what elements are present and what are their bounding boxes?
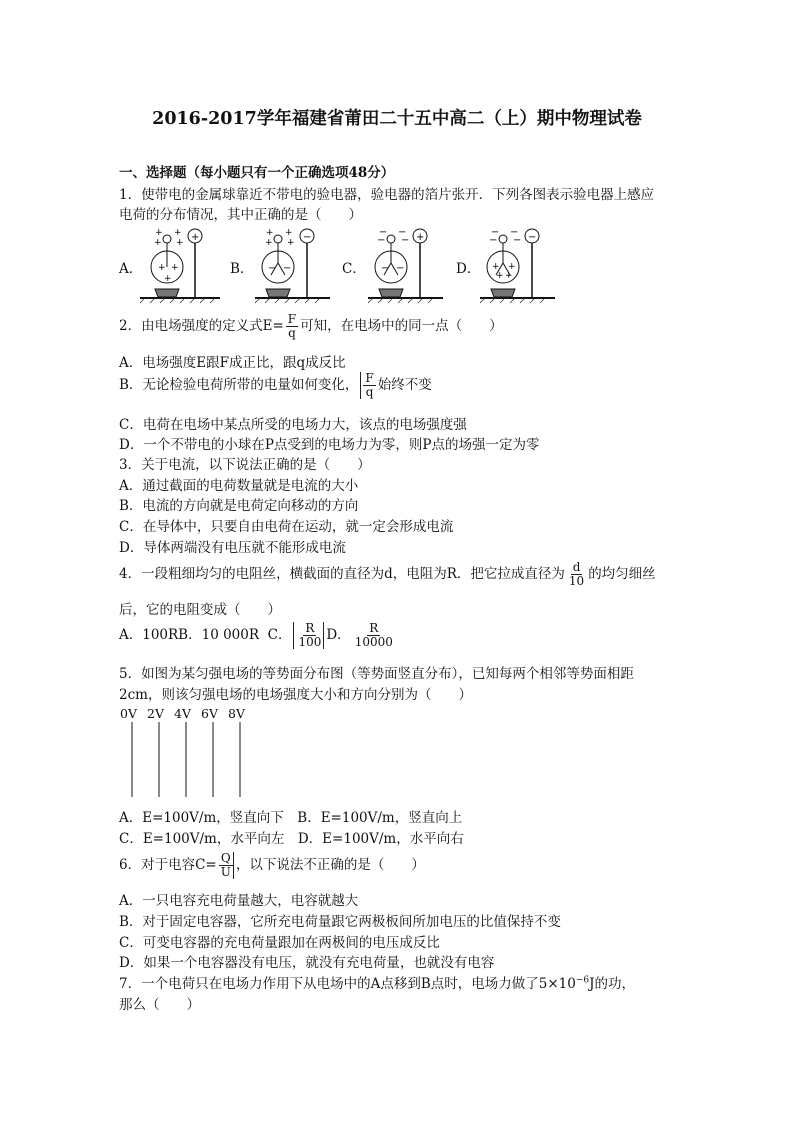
q2-option-a: A．电场强度E跟F成正比，跟q成反比 xyxy=(119,355,346,371)
svg-text:+: + xyxy=(508,262,516,272)
equipotential-lines-diagram xyxy=(120,722,260,802)
svg-text:+: + xyxy=(505,271,513,281)
svg-text:−: − xyxy=(528,232,537,243)
svg-text:+: + xyxy=(174,228,182,238)
q2-option-b-b: 始终不变 xyxy=(377,377,432,394)
q5-line2: 2cm，则该匀强电场的电场强度大小和方向分别为（ ） xyxy=(119,687,472,703)
q1-label-b: B． xyxy=(230,261,254,277)
q6-frac-den: U xyxy=(220,865,231,880)
q4-frac-num: d xyxy=(572,560,581,574)
q6-stem xyxy=(119,852,425,879)
q6-option-c: C．可变电容器的充电荷量跟加在两极间的电压成反比 xyxy=(119,935,440,951)
svg-text:−: − xyxy=(401,235,410,246)
svg-text:−: − xyxy=(377,235,386,246)
q4-stem xyxy=(119,561,656,588)
svg-text:+: + xyxy=(154,238,162,248)
q3-option-b: B．电流的方向就是电荷定向移动的方向 xyxy=(119,498,359,514)
q4-option-ab: A．100RB．10 000R xyxy=(119,627,260,644)
svg-text:+: + xyxy=(171,263,179,273)
svg-text:−: − xyxy=(283,263,292,274)
q4-option-d-num: R xyxy=(369,621,379,635)
svg-text:+: + xyxy=(155,228,163,238)
svg-text:+: + xyxy=(496,271,504,281)
svg-text:−: − xyxy=(513,235,522,246)
svg-text:−: − xyxy=(396,263,405,274)
q2-option-c: C．电荷在电场中某点所受的电场力大，该点的电场强度强 xyxy=(119,417,467,433)
svg-text:−: − xyxy=(268,263,277,274)
q7-exponent: −6 xyxy=(575,975,590,986)
potential-label-0: 0V xyxy=(120,706,137,721)
svg-text:+: + xyxy=(191,232,200,243)
svg-text:+: + xyxy=(265,238,273,248)
q3-option-a: A．通过截面的电荷数量就是电流的大小 xyxy=(119,478,359,494)
q6-option-a: A．一只电容充电荷量越大，电容就越大 xyxy=(119,893,359,909)
q2-fraction xyxy=(286,313,298,340)
section-heading: 一、选择题（每小题只有一个正确选项48分） xyxy=(119,165,395,181)
q4-option-c-label: C． xyxy=(267,627,292,644)
q4-options xyxy=(119,622,397,649)
svg-text:−: − xyxy=(303,232,312,243)
svg-text:+: + xyxy=(416,232,425,243)
svg-text:−: − xyxy=(489,235,498,246)
svg-text:+: + xyxy=(176,238,184,248)
q4-option-c-den: 100 xyxy=(298,635,322,650)
svg-text:−: − xyxy=(381,263,390,274)
q5-line1: 5．如图为某匀强电场的等势面分布图（等势面竖直分布），已知每两个相邻等势面相距 xyxy=(119,666,634,682)
electroscope-figure-d xyxy=(480,225,565,300)
q2-option-b-fraction xyxy=(360,372,375,399)
q2-option-b xyxy=(119,372,432,399)
q7-line2: 那么（ ） xyxy=(119,997,200,1013)
svg-text:+: + xyxy=(287,238,295,248)
q1-label-c: C． xyxy=(342,261,366,277)
q3-option-c: C．在导体中，只要自由电荷在运动，就一定会形成电流 xyxy=(119,519,454,535)
q3-stem: 3．关于电流，以下说法正确的是（ ） xyxy=(119,457,371,473)
q5-options-cd: C．E=100V/m，水平向左 D．E=100V/m，水平向右 xyxy=(119,831,464,847)
q1-line2: 电荷的分布情况，其中正确的是（ ） xyxy=(119,207,362,223)
svg-text:+: + xyxy=(492,262,500,272)
svg-text:−: − xyxy=(398,227,407,238)
q6-frac-num: Q xyxy=(220,851,231,865)
svg-text:+: + xyxy=(164,274,172,284)
q7-line1-b: J的功， xyxy=(589,976,636,992)
q6-fraction xyxy=(219,852,234,879)
q5-options-ab: A．E=100V/m，竖直向下 B．E=100V/m，竖直向上 xyxy=(119,810,463,826)
potential-label-2: 4V xyxy=(174,706,191,721)
q2-option-b-den: q xyxy=(365,385,374,400)
electroscope-figure-a xyxy=(140,225,225,300)
svg-text:−: − xyxy=(379,227,388,238)
q6-stem-b: ，以下说法不正确的是（ ） xyxy=(235,857,425,874)
q2-option-b-a: B．无论检验电荷所带的电量如何变化， xyxy=(119,377,359,394)
q7-line1-a: 7．一个电荷只在电场力作用下从电场中的A点移到B点时，电场力做了5×10 xyxy=(119,976,576,992)
q6-stem-a: 6．对于电容C= xyxy=(119,857,217,874)
q2-frac-den: q xyxy=(288,326,296,341)
q1-label-d: D． xyxy=(456,261,481,277)
potential-label-1: 2V xyxy=(147,706,164,721)
electroscope-figure-c xyxy=(368,225,453,300)
q2-option-d: D．一个不带电的小球在P点受到的电场力为零，则P点的场强一定为零 xyxy=(119,437,540,453)
q2-stem-a: 2．由电场强度的定义式E= xyxy=(119,318,284,335)
q6-option-b: B．对于固定电容器，它所充电荷量跟它两极板间所加电压的比值保持不变 xyxy=(119,914,561,930)
q4-option-c-num: R xyxy=(305,621,315,635)
electroscope-figure-b xyxy=(255,225,340,300)
svg-text:−: − xyxy=(510,227,519,238)
q2-stem xyxy=(119,313,503,340)
q4-option-d-den: 10000 xyxy=(354,635,393,650)
q1-line1: 1．使带电的金属球靠近不带电的验电器，验电器的箔片张开．下列各图表示验电器上感应 xyxy=(119,187,655,203)
q3-option-d: D．导体两端没有电压就不能形成电流 xyxy=(119,540,346,556)
q4-stem-b: 的均匀细丝 xyxy=(588,566,656,583)
q4-frac-den: 10 xyxy=(568,574,585,589)
page-title: 2016-2017学年福建省莆田二十五中高二（上）期中物理试卷 xyxy=(152,109,642,129)
q4-option-d-fraction xyxy=(353,622,395,649)
q2-frac-num: F xyxy=(287,312,297,326)
svg-text:+: + xyxy=(285,228,293,238)
q6-option-d: D．如果一个电容器没有电压，就没有充电荷量，也就没有电容 xyxy=(119,955,495,971)
svg-text:−: − xyxy=(491,227,500,238)
potential-label-4: 8V xyxy=(228,706,245,721)
q4-option-d-label: D． xyxy=(326,627,351,644)
q1-label-a: A． xyxy=(119,261,143,277)
svg-text:+: + xyxy=(266,228,274,238)
q4-fraction xyxy=(567,561,586,588)
q4-option-c-fraction xyxy=(293,622,324,649)
q2-option-b-num: F xyxy=(365,371,374,385)
q4-stem-a: 4．一段粗细均匀的电阻丝，横截面的直径为d，电阻为R．把它拉成直径为 xyxy=(119,566,565,583)
svg-text:+: + xyxy=(158,263,166,273)
q7-line1 xyxy=(119,972,635,992)
potential-label-3: 6V xyxy=(201,706,218,721)
q4-line2: 后，它的电阻变成（ ） xyxy=(119,602,281,618)
q2-stem-b: 可知，在电场中的同一点（ ） xyxy=(300,318,503,335)
